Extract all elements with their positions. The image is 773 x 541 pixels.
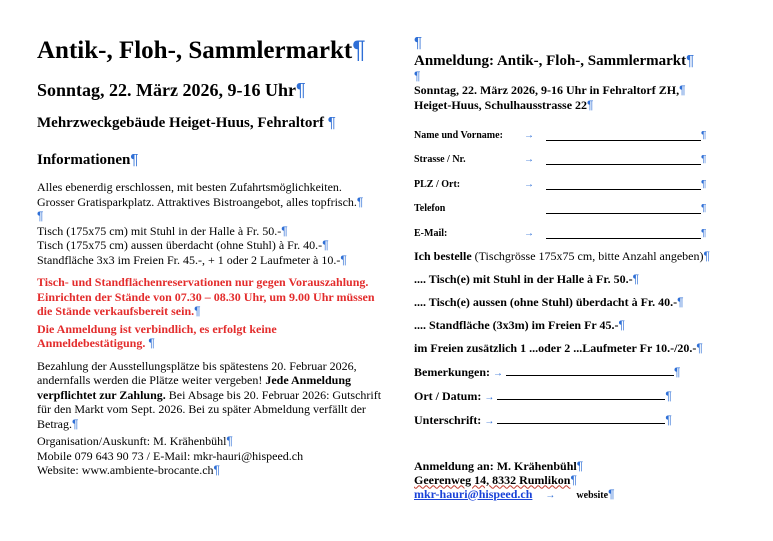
signature-field[interactable]: Unterschrift: → ¶	[414, 412, 672, 427]
send-to-name: Anmeldung an: M. Krähenbühl¶	[414, 458, 584, 473]
info-text: Alles ebenerdig erschlossen, mit besten Zufahrtsmöglichkeiten. Grosser Gratisparkplatz. Attraktives Bistroangebot, alles topfrisch.¶ ¶	[37, 180, 364, 223]
order-section	[414, 249, 759, 355]
info-heading: Informationen¶	[37, 151, 139, 168]
send-to-contacts: mkr-hauri@hispeed.ch → website¶	[414, 486, 615, 501]
form-venue-line: Heiget-Huus, Schulhausstrasse 22¶	[414, 98, 594, 112]
website-label[interactable]: website	[576, 489, 609, 501]
price-item: Tisch (175x75 cm) aussen überdacht (ohne Stuhl) à Fr. 40.-¶	[37, 238, 329, 252]
contact-info	[37, 434, 382, 478]
contact-line: Organisation/Auskunft: M. Krähenbühl¶	[37, 434, 233, 448]
zip-city-field[interactable]: PLZ / Ort: → ¶	[414, 178, 707, 190]
street-field[interactable]: Strasse / Nr. → ¶	[414, 154, 707, 165]
email-field[interactable]: E-Mail: → ¶	[414, 227, 707, 239]
remarks-field[interactable]: Bemerkungen: → ¶	[414, 364, 681, 379]
signature-section	[414, 365, 759, 429]
order-item-hall-table[interactable]: .... Tisch(e) mit Stuhl in der Halle à Fr. 50.-¶	[414, 271, 640, 286]
order-item-extra-meters[interactable]: im Freien zusätzlich 1 ...oder 2 ...Laufmeter Fr 10.-/20.-¶	[414, 340, 703, 355]
form-date-line: Sonntag, 22. März 2026, 9-16 Uhr in Fehraltorf ZH,¶	[414, 83, 686, 97]
name-field[interactable]: Name und Vorname: → ¶	[414, 129, 707, 141]
send-to-block	[414, 459, 759, 503]
send-to-address: Geerenweg 14, 8332 Rumlikon¶	[414, 472, 577, 487]
phone-field[interactable]: Telefon ¶	[414, 203, 707, 214]
contact-line: Mobile 079 643 90 73 / E-Mail: mkr-hauri@hispeed.ch	[37, 448, 304, 463]
price-item: Standfläche 3x3 im Freien Fr. 45.-, + 1 oder 2 Laufmeter à 10.-¶	[37, 252, 347, 267]
event-venue: Mehrzweckgebäude Heiget-Huus, Fehraltorf ¶	[37, 114, 336, 131]
event-date: Sonntag, 22. März 2026, 9-16 Uhr¶	[37, 80, 306, 100]
payment-info: Bezahlung der Ausstellungsplätze bis spätestens 20. Februar 2026, andernfalls werden die Plätze weiter vergeben! Jede Anmeldung verpflichtet zur Zahlung. Bei Absage bis 20. Februar 2026: Gutschrift für den Markt vom Sept. 2026. Bei zu später Abmeldung verfällt der Betrag.¶	[37, 358, 382, 431]
order-heading: Ich bestelle (Tischgrösse 175x75 cm, bitte Anzahl angeben)¶	[414, 248, 710, 263]
binding-notice: Die Anmeldung ist verbindlich, es erfolgt keine Anmeldebestätigung. ¶	[37, 321, 277, 350]
order-item-outdoor-table[interactable]: .... Tisch(e) aussen (ohne Stuhl) überdacht à Fr. 40.-¶	[414, 294, 684, 309]
reservation-notice: Tisch- und Standflächenreservationen nur gegen Vorauszahlung. Einrichten der Stände von 07.30 – 08.30 Uhr, um 9.00 Uhr müssen die Stände verkaufsbereit sein.¶	[37, 275, 375, 318]
registration-form-column: ¶ Anmeldung: Antik-, Floh-, Sammlermarkt¶ ¶ Sonntag, 22. März 2026, 9-16 Uhr in Fehraltorf ZH,¶ Heiget-Huus, Schulhausstrasse 22¶ Name und Vorname: → ¶ Strasse / Nr. → ¶ PLZ / Ort: → ¶ Telefon ¶ E-Mail: → ¶ Ich bestelle (Tischgrösse 175x75 cm, bitte Anzahl angeben)¶ .... Tisch(e) mit Stuhl in der Halle à Fr. 50.-¶ .... Tisch(e) aussen (ohne Stuhl) überdacht à Fr. 40.-¶ .... Standfläche (3x3m) im Freien Fr 45.-¶ im Freien zusätzlich 1 ...oder 2 ...Laufmeter Fr 10.-/20.-¶ Bemerkungen: → ¶ Ort / Datum: → ¶ Unterschrift: → ¶ Anmeldung an: M. Krähenbühl¶ Geerenweg 14, 8332 Rumlikon¶ mkr-hauri@hispeed.ch → website¶	[414, 34, 759, 503]
order-item-stand-area[interactable]: .... Standfläche (3x3m) im Freien Fr 45.-¶	[414, 317, 625, 332]
contact-line: Website: www.ambiente-brocante.ch¶	[37, 463, 220, 477]
price-item: Tisch (175x75 cm) mit Stuhl in der Halle à Fr. 50.-¶	[37, 223, 288, 238]
place-date-field[interactable]: Ort / Datum: → ¶	[414, 388, 672, 403]
email-link[interactable]: mkr-hauri@hispeed.ch	[414, 486, 533, 501]
form-title: Anmeldung: Antik-, Floh-, Sammlermarkt¶	[414, 52, 695, 69]
flyer-info-column	[37, 34, 382, 478]
price-list	[37, 224, 382, 268]
contact-fields	[414, 116, 759, 239]
flyer-title: Antik-, Floh-, Sammlermarkt¶	[37, 36, 366, 64]
